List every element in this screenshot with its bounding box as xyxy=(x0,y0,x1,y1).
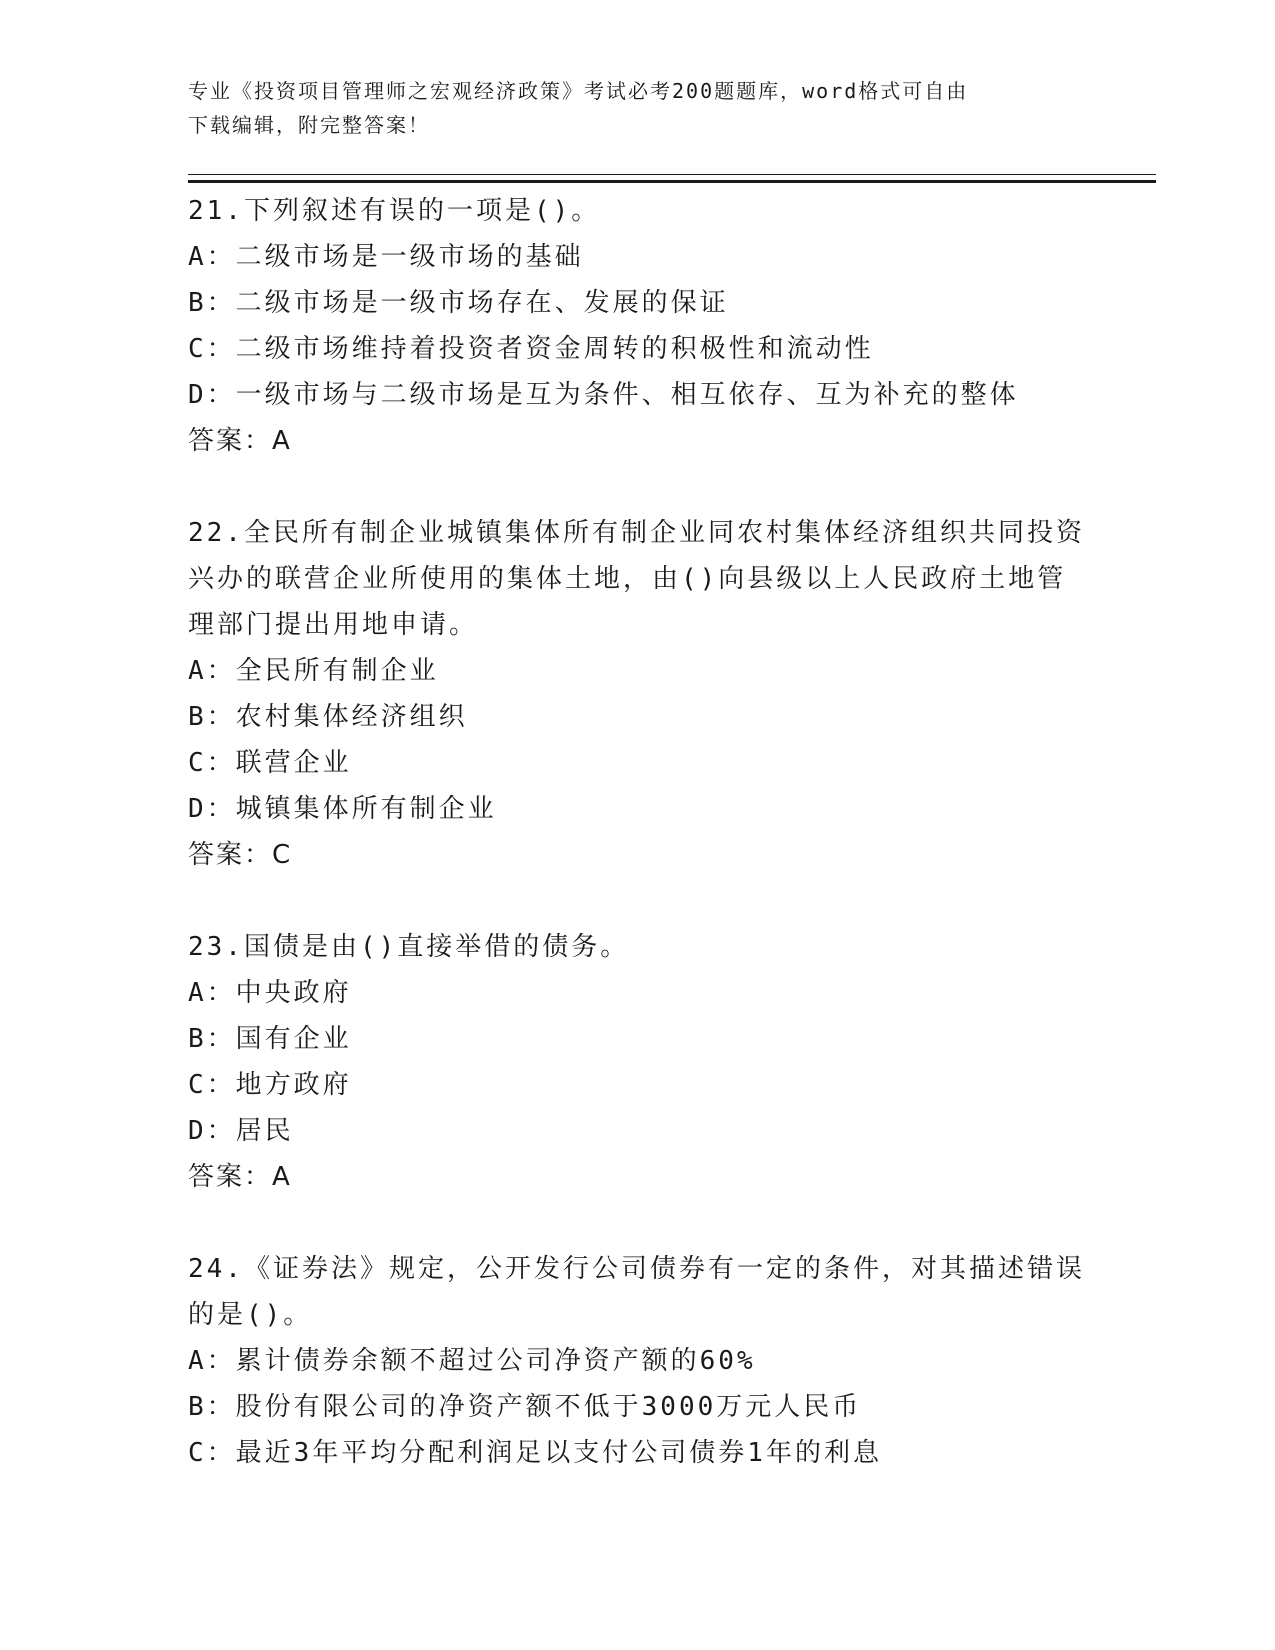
header-line-2: 下载编辑，附完整答案！ xyxy=(188,113,430,137)
question-22 xyxy=(188,510,1088,878)
answer: 答案：A xyxy=(188,426,292,456)
option-a: A：累计债券余额不超过公司净资产额的60% xyxy=(188,1346,756,1376)
answer: 答案：C xyxy=(188,840,293,870)
option-a: A：中央政府 xyxy=(188,978,352,1008)
option-c: C：最近3年平均分配利润足以支付公司债券1年的利息 xyxy=(188,1438,882,1468)
question-stem: 23.国债是由()直接举借的债务。 xyxy=(188,932,630,962)
question-stem-line-1: 22.全民所有制企业城镇集体所有制企业同农村集体经济组织共同投资 xyxy=(188,518,1085,548)
option-a: A：全民所有制企业 xyxy=(188,656,439,686)
option-b: B：股份有限公司的净资产额不低于3000万元人民币 xyxy=(188,1392,862,1422)
option-a: A：二级市场是一级市场的基础 xyxy=(188,242,584,272)
spacer xyxy=(188,1200,1088,1246)
option-d: D：城镇集体所有制企业 xyxy=(188,794,497,824)
question-list xyxy=(188,188,1088,1476)
question-stem-line-1: 24.《证券法》规定，公开发行公司债券有一定的条件，对其描述错误 xyxy=(188,1254,1085,1284)
question-stem-line-2: 兴办的联营企业所使用的集体土地，由()向县级以上人民政府土地管 xyxy=(188,564,1067,594)
option-c: C：联营企业 xyxy=(188,748,352,778)
question-stem: 21.下列叙述有误的一项是()。 xyxy=(188,196,601,226)
option-b: B：农村集体经济组织 xyxy=(188,702,468,732)
option-c: C：二级市场维持着投资者资金周转的积极性和流动性 xyxy=(188,334,874,364)
document-header xyxy=(188,74,1088,142)
option-c: C：地方政府 xyxy=(188,1070,352,1100)
option-b: B：国有企业 xyxy=(188,1024,352,1054)
question-23 xyxy=(188,924,1088,1200)
option-d: D：一级市场与二级市场是互为条件、相互依存、互为补充的整体 xyxy=(188,380,1019,410)
header-divider-thin xyxy=(188,174,1156,175)
answer: 答案：A xyxy=(188,1162,292,1192)
spacer xyxy=(188,878,1088,924)
header-divider-thick xyxy=(188,180,1156,183)
question-21 xyxy=(188,188,1088,464)
question-stem-line-2: 的是()。 xyxy=(188,1300,313,1330)
header-line-1: 专业《投资项目管理师之宏观经济政策》考试必考200题题库，word格式可自由 xyxy=(188,79,969,103)
question-stem-line-3: 理部门提出用地申请。 xyxy=(188,610,479,640)
option-d: D：居民 xyxy=(188,1116,294,1146)
spacer xyxy=(188,464,1088,510)
option-b: B：二级市场是一级市场存在、发展的保证 xyxy=(188,288,729,318)
question-24 xyxy=(188,1246,1088,1476)
